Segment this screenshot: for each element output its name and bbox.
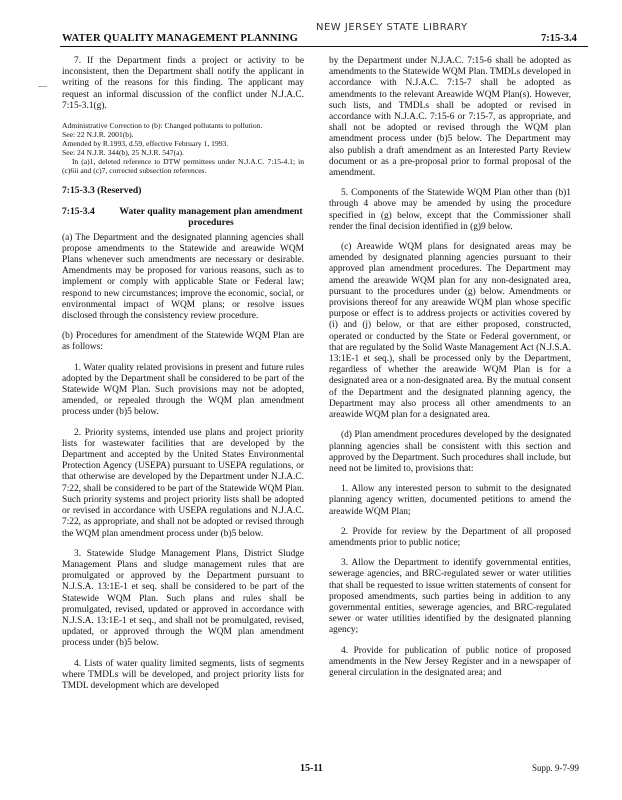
margin-mark: —	[38, 81, 47, 91]
history-note: Administrative Correction to (b): Changed pollutants to pollution.	[62, 121, 263, 131]
section-reserved-heading: 7:15-3.3 (Reserved)	[62, 185, 142, 197]
library-stamp: NEW JERSEY STATE LIBRARY	[316, 22, 468, 33]
paragraph-d4: 4. Provide for publication of public notice of proposed amendments in the New Jersey Register and in a newspaper of general circulation in the designated area; and	[329, 645, 571, 678]
page-number: 15-11	[300, 763, 323, 774]
header-rule	[60, 46, 588, 47]
section-heading	[62, 206, 304, 228]
history-note: See: 22 N.J.R. 2001(b).	[62, 130, 134, 140]
section-number: 7:15-3.4	[62, 206, 95, 218]
left-column	[62, 56, 304, 701]
paragraph-d1: 1. Allow any interested person to submit to the designated planning agency written, documented petitions to amend the areawide WQM Plan;	[329, 484, 571, 517]
running-header-section: 7:15-3.4	[541, 33, 577, 44]
history-note: Amended by R.1993, d.59, effective February 1, 1993.	[62, 139, 229, 149]
paragraph-c: (c) Areawide WQM plans for designated areas may be amended by designated planning agencies pursuant to their approved plan amendment procedures. The Department may amend the areawide WQM plan for any non-designated area, pursuant to the procedures under (g) below. Amendments or provisions thereof for any areawide WQM plan whose specific purpose or effect is to address projects or activities covered by (i) and (j) below, or that are either proposed, constructed, operated or conducted by the State or Federal government, or that are regulated by the Solid Waste Management Act (N.J.S.A. 13:1E-1 et seq.), shall be processed only by the Department, regardless of whether the areawide WQM Plan is for a designated area or a non-designated area. By the mutual consent of the Department and the designated planning agency, the Department may also process all other amendments to an areawide WQM plan for a designated area.	[329, 242, 571, 421]
paragraph-b1: 1. Water quality related provisions in present and future rules adopted by the Department shall be considered to be part of the Statewide WQM Plan. Such provisions may not be adopted, amended, or repealed through the WQM plan amendment process under (b)5 below.	[62, 362, 304, 418]
paragraph-b: (b) Procedures for amendment of the Statewide WQM Plan are as follows:	[62, 331, 304, 353]
right-column	[329, 56, 571, 688]
paragraph-b3: 3. Statewide Sludge Management Plans, District Sludge Management Plans and sludge management rules that are promulgated or approved by the Department pursuant to N.J.S.A. 13:1E-1 et seq. shall be considered to be part of the Statewide WQM Plan. Such plans and rules shall be promulgated, revised, updated or approved in accordance with N.J.S.A. 13:1E-1 et seq., and shall not be promulgated, revised, updated, or approved through the WQM plan amendment process under (b)5 below.	[62, 548, 304, 649]
paragraph-b4: 4. Lists of water quality limited segments, lists of segments where TMDLs will be developed, and project priority lists for TMDL development which are developed	[62, 658, 304, 691]
supplement-date: Supp. 9-7-99	[532, 763, 579, 773]
section-title: Water quality management plan amendment procedures	[119, 206, 303, 229]
running-header-title: WATER QUALITY MANAGEMENT PLANNING	[62, 33, 298, 44]
history-notes	[62, 121, 304, 175]
history-note: See: 24 N.J.R. 344(b), 25 N.J.R. 547(a).	[62, 148, 184, 158]
history-note: In (a)1, deleted reference to DTW permittees under N.J.A.C. 7:15-4.1; in (c)6ii and (c)7, corrected subsection references.	[62, 157, 304, 176]
paragraph-a: (a) The Department and the designated planning agencies shall propose amendments to the Statewide and areawide WQM Plans whenever such amendments are necessary or desirable. Amendments may be proposed for various reasons, such as to implement or comply with applicable State or Federal law; respond to new circumstances; improve the economic, social, or environmental impact of WQM plans; or resolve issues disclosed through the consistency review procedure.	[62, 232, 304, 322]
paragraph-d: (d) Plan amendment procedures developed by the designated planning agencies shall be consistent with this section and approved by the Department. Such procedures shall include, but need not be limited to, provisions that:	[329, 430, 571, 474]
paragraph-b5: 5. Components of the Statewide WQM Plan other than (b)1 through 4 above may be amended by using the procedure specified in (g) below, except that the Commissioner shall render the final decision identified in (g)9 below.	[329, 188, 571, 232]
paragraph-d2: 2. Provide for review by the Department of all proposed amendments prior to public notice;	[329, 526, 571, 548]
paragraph-b4-continued: by the Department under N.J.A.C. 7:15-6 shall be adopted as amendments to the Statewide WQM Plan. TMDLs developed in accordance with N.J.A.C. 7:15-7 shall be adopted as amendments to the relevant Areawide WQM Plan(s). However, such lists, and TMDLs shall be adopted or revised in accordance with N.J.A.C. 7:15-6 or 7:15-7, as appropriate, and shall not be adopted or revised through the WQM plan amendment process under (b)5 below. The Department may also publish a draft amendment as an Interested Party Review document or as a pre-proposal prior to formal proposal of the amendment.	[329, 56, 571, 179]
paragraph-d3: 3. Allow the Department to identify governmental entities, sewerage agencies, and BRC-regulated sewer or water utilities that shall be requested to issue written statements of consent for proposed amendments, such parties being in addition to any governmental entities, sewerage agencies, and BRC-regulated sewer or water utilities identified by the designated planning agency;	[329, 558, 571, 636]
paragraph-7: 7. If the Department finds a project or activity to be inconsistent, then the Department shall notify the applicant in writing of the reasons for this finding. The applicant may request an informal discussion of the conflict under N.J.A.C. 7:15-3.1(g).	[62, 56, 304, 111]
paragraph-b2: 2. Priority systems, intended use plans and project priority lists for wastewater facilities that are developed by the Department and accepted by the United States Environmental Protection Agency (USEPA) pursuant to USEPA regulations, or that otherwise are developed by the Department under N.J.A.C. 7:22, shall be considered to be part of the Statewide WQM Plan. Such priority systems and project priority lists shall be adopted or revised in accordance with USEPA regulations and N.J.A.C. 7:22, as appropriate, and shall not be adopted or revised through the WQM plan amendment process under (b)5 below.	[62, 427, 304, 539]
